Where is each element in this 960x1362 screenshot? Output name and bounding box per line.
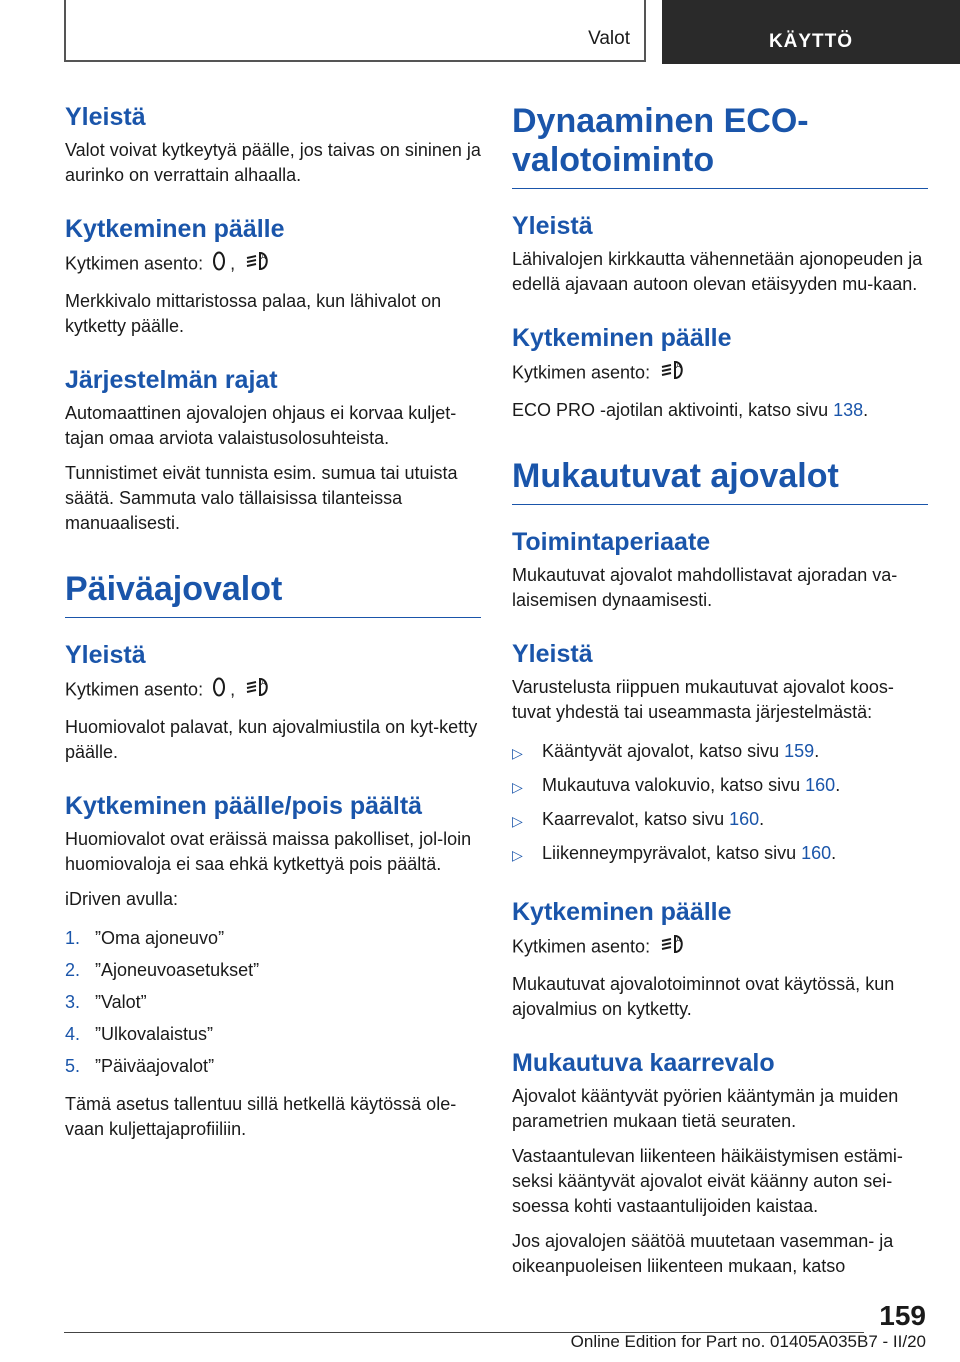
- paragraph: Varustelusta riippuen mukautuvat ajovalot koos-tuvat yhdestä tai useammasta järjestelmästä:: [512, 677, 894, 723]
- paragraph: Lähivalojen kirkkautta vähennetään ajonopeuden ja edellä ajavaan autoon olevan etäisyyden mu-kaan.: [512, 249, 923, 295]
- edition-text: Online Edition for Part no. 01405A035B7 - II/20: [570, 1332, 926, 1351]
- section-heading: Kytkeminen päälle: [512, 898, 732, 927]
- section-system-limits: [65, 365, 481, 536]
- paragraph: Mukautuvat ajovalotoiminnot ovat käytössä, kun ajovalmius on kytketty.: [512, 974, 895, 1020]
- section-heading: Kytkeminen päälle: [512, 324, 732, 353]
- section-heading: Yleistä: [65, 641, 146, 670]
- triangle-bullet-icon: ▷: [512, 847, 523, 864]
- switch-zero-icon: [212, 250, 226, 279]
- section-general: [65, 640, 481, 765]
- svg-text:A: A: [261, 253, 266, 261]
- paragraph: Ajovalot kääntyvät pyörien kääntymän ja muiden parametrien mukaan tietä seuraten.: [512, 1086, 899, 1132]
- svg-text:A: A: [676, 362, 681, 371]
- paragraph: Vastaantulevan liikenteen häikäistymisen estämi-seksi kääntyvät ajovalot eivät käänny auton sei-soessa kohti vastaantulijoiden kaistaa.: [512, 1146, 903, 1217]
- switch-position-line: [65, 250, 481, 279]
- header-section-title: Valot: [588, 28, 630, 49]
- list-item: ▷ Liikenneympyrävalot, katso sivu 160.: [512, 837, 928, 871]
- section-heading: Toimintaperiaate: [512, 528, 711, 557]
- svg-text:A: A: [676, 936, 681, 945]
- switch-zero-icon: [212, 676, 226, 705]
- page-link[interactable]: 160: [805, 775, 836, 796]
- list-item: ▷ Kaarrevalot, katso sivu 160.: [512, 803, 928, 837]
- header-chapter-tab: KÄYTTÖ: [662, 0, 960, 64]
- paragraph: Tunnistimet eivät tunnista esim. sumua tai utuista säätä. Sammuta valo tällaisissa tilanteissa manuaalisesti.: [65, 463, 458, 533]
- section-general: [512, 211, 928, 297]
- list-item: 5. ”Päiväajovalot”: [65, 1056, 215, 1077]
- section-heading: Yleistä: [512, 640, 593, 669]
- separator: ,: [230, 253, 236, 274]
- section-general: [65, 102, 481, 188]
- paragraph: Jos ajovalojen säätöä muutetaan vasemman- ja oikeanpuoleisen liikenteen mukaan, katso: [512, 1231, 894, 1277]
- idrive-steps-list: [65, 922, 481, 1082]
- triangle-bullet-icon: ▷: [512, 813, 523, 830]
- systems-list: [512, 735, 928, 871]
- auto-headlight-icon: [659, 933, 687, 962]
- switch-position-line: [65, 676, 481, 705]
- paragraph: Mukautuvat ajovalot mahdollistavat ajoradan va-laisemisen dynaamisesti.: [512, 565, 898, 611]
- page-link[interactable]: 160: [801, 843, 832, 864]
- triangle-bullet-icon: ▷: [512, 745, 523, 762]
- paragraph: Huomiovalot ovat eräissä maissa pakolliset, jol-loin huomiovaloja ei saa ehkä kytkettyä pois päältä.: [65, 829, 472, 875]
- section-heading: Kytkeminen päälle: [65, 215, 285, 243]
- section-principle: [512, 527, 928, 613]
- auto-headlight-icon: [659, 359, 687, 388]
- paragraph: Valot voivat kytkeytyä päälle, jos taivas on sininen ja aurinko on verrattain alhaalla.: [65, 140, 481, 185]
- chapter-heading: Mukautuvat ajovalot: [512, 457, 928, 505]
- switch-position-label: Kytkimen asento:: [65, 253, 204, 274]
- paragraph: Huomiovalot palavat, kun ajovalmiustila on kyt-ketty päälle.: [65, 717, 478, 763]
- auto-headlight-icon: [244, 676, 272, 705]
- paragraph: Tämä asetus tallentuu sillä hetkellä käytössä ole-vaan kuljettajaprofiiliin.: [65, 1094, 457, 1140]
- section-heading: Mukautuva kaarrevalo: [512, 1049, 775, 1078]
- list-item: ▷ Mukautuva valokuvio, katso sivu 160.: [512, 769, 928, 803]
- list-item: 3. ”Valot”: [65, 992, 147, 1013]
- page-link[interactable]: 159: [784, 741, 815, 762]
- header-section-box: [64, 0, 646, 62]
- list-item: 4. ”Ulkovalaistus”: [65, 1024, 214, 1045]
- section-switch-on: [512, 897, 928, 1022]
- page-link[interactable]: 138: [833, 400, 864, 421]
- section-heading: Järjestelmän rajat: [65, 366, 278, 394]
- page-header: [0, 0, 960, 66]
- paragraph: ECO PRO -ajotilan aktivointi, katso sivu 138.: [512, 400, 869, 421]
- right-column: [512, 102, 928, 1305]
- auto-headlight-icon: [244, 250, 272, 279]
- switch-position-label: Kytkimen asento:: [512, 936, 651, 957]
- section-switch-on: [512, 323, 928, 423]
- paragraph: Automaattinen ajovalojen ohjaus ei korvaa kuljet-tajan omaa arviota valaistusolosuhteista.: [65, 403, 457, 448]
- section-heading: Yleistä: [512, 212, 593, 241]
- section-heading: Kytkeminen päälle/pois päältä: [65, 792, 423, 821]
- separator: ,: [230, 679, 236, 700]
- section-heading: Yleistä: [65, 103, 146, 131]
- section-switch-on-off: [65, 791, 481, 1142]
- svg-text:A: A: [261, 679, 266, 688]
- chapter-heading: Päiväajovalot: [65, 570, 481, 618]
- switch-position-label: Kytkimen asento:: [65, 679, 204, 700]
- page-link[interactable]: 160: [729, 809, 760, 830]
- paragraph: iDriven avulla:: [65, 889, 179, 910]
- page-number: 159: [879, 1300, 926, 1331]
- switch-position-line: [512, 933, 928, 962]
- triangle-bullet-icon: ▷: [512, 779, 523, 796]
- list-item: 2. ”Ajoneuvoasetukset”: [65, 960, 260, 981]
- section-switch-on: [65, 214, 481, 339]
- chapter-heading: Dynaaminen ECO-valotoiminto: [512, 102, 928, 189]
- list-item: 1. ”Oma ajoneuvo”: [65, 928, 225, 949]
- page-footer: [0, 1300, 960, 1362]
- left-column: [65, 102, 481, 1168]
- paragraph: Merkkivalo mittaristossa palaa, kun lähivalot on kytketty päälle.: [65, 291, 442, 336]
- section-adaptive-curve-light: [512, 1048, 928, 1279]
- section-general: [512, 639, 928, 871]
- switch-position-line: [512, 359, 928, 388]
- switch-position-label: Kytkimen asento:: [512, 362, 651, 383]
- list-item: ▷ Kääntyvät ajovalot, katso sivu 159.: [512, 735, 928, 769]
